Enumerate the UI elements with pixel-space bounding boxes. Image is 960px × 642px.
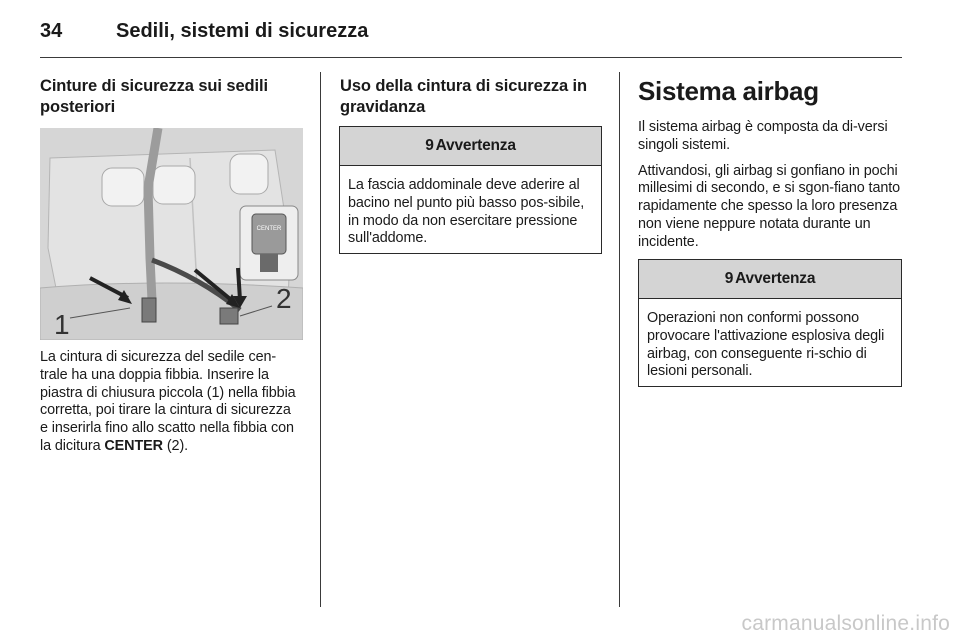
- rear-seat-drawing: [40, 128, 303, 340]
- figure-label-2: 2: [276, 283, 292, 314]
- column-airbag: [638, 76, 902, 252]
- warning-header: [639, 260, 901, 299]
- column-divider-2: [619, 72, 620, 607]
- warning-header: [340, 127, 601, 166]
- rear-seatbelt-paragraph: [40, 349, 302, 456]
- page-header: [40, 20, 902, 60]
- watermark: carmanualsonline.info: [741, 612, 950, 635]
- warning-text: Operazioni non conformi possono provocare l'attivazione esplosiva degli airbag, con conseguente ri-schio di lesioni personali.: [647, 310, 885, 380]
- section-title-airbag: Sistema airbag: [638, 76, 819, 106]
- figure-label-1: 1: [54, 309, 70, 340]
- rear-seatbelt-text: [40, 349, 302, 456]
- section-title-pregnancy: Uso della cintura di sicurezza in gravidanza: [340, 77, 588, 116]
- airbag-paragraph-2: Attivandosi, gli airbag si gonfiano in pochi millesimi di secondo, e si sgon-fiano tanto rapidamente che spesso la loro presenza non viene neppure notata durante un incidente.: [638, 162, 901, 250]
- column-pregnancy: [340, 76, 602, 118]
- rear-seat-illustration: [40, 128, 303, 340]
- header-rule: [40, 57, 902, 58]
- page-number: 34: [40, 20, 63, 42]
- center-bold-text: CENTER: [104, 437, 163, 454]
- warning-heading: Avvertenza: [435, 137, 516, 154]
- warning-text: La fascia addominale deve aderire al bacino nel punto più basso pos-sibile, in modo da non esercitare pressione sull'addome.: [348, 177, 585, 247]
- section-title-rear-seatbelts: Cinture di sicurezza sui sedili posteriori: [40, 77, 268, 116]
- column-divider-1: [320, 72, 321, 607]
- chapter-title: Sedili, sistemi di sicurezza: [116, 20, 369, 42]
- column-rear-seatbelts: [40, 76, 302, 118]
- warning-box-airbag: [638, 259, 902, 387]
- warning-icon: 9: [425, 137, 434, 154]
- airbag-paragraph-1: Il sistema airbag è composta da di-versi singoli sistemi.: [638, 119, 888, 153]
- warning-icon: 9: [724, 270, 734, 287]
- paragraph-text: La cintura di sicurezza del sedile cen-trale ha una doppia fibbia. Inserire la piastra di chiusura piccola (1) nella fibbia corretta, poi tirare la cintura di sicurezza e inserirla fino allo scatto nella fibbia con la dicitura: [40, 349, 296, 454]
- warning-heading: Avvertenza: [735, 270, 816, 287]
- inset-buckle-label: CENTER: [256, 226, 282, 232]
- paragraph-text-end: (2).: [162, 437, 189, 454]
- warning-box-pregnancy: [339, 126, 602, 254]
